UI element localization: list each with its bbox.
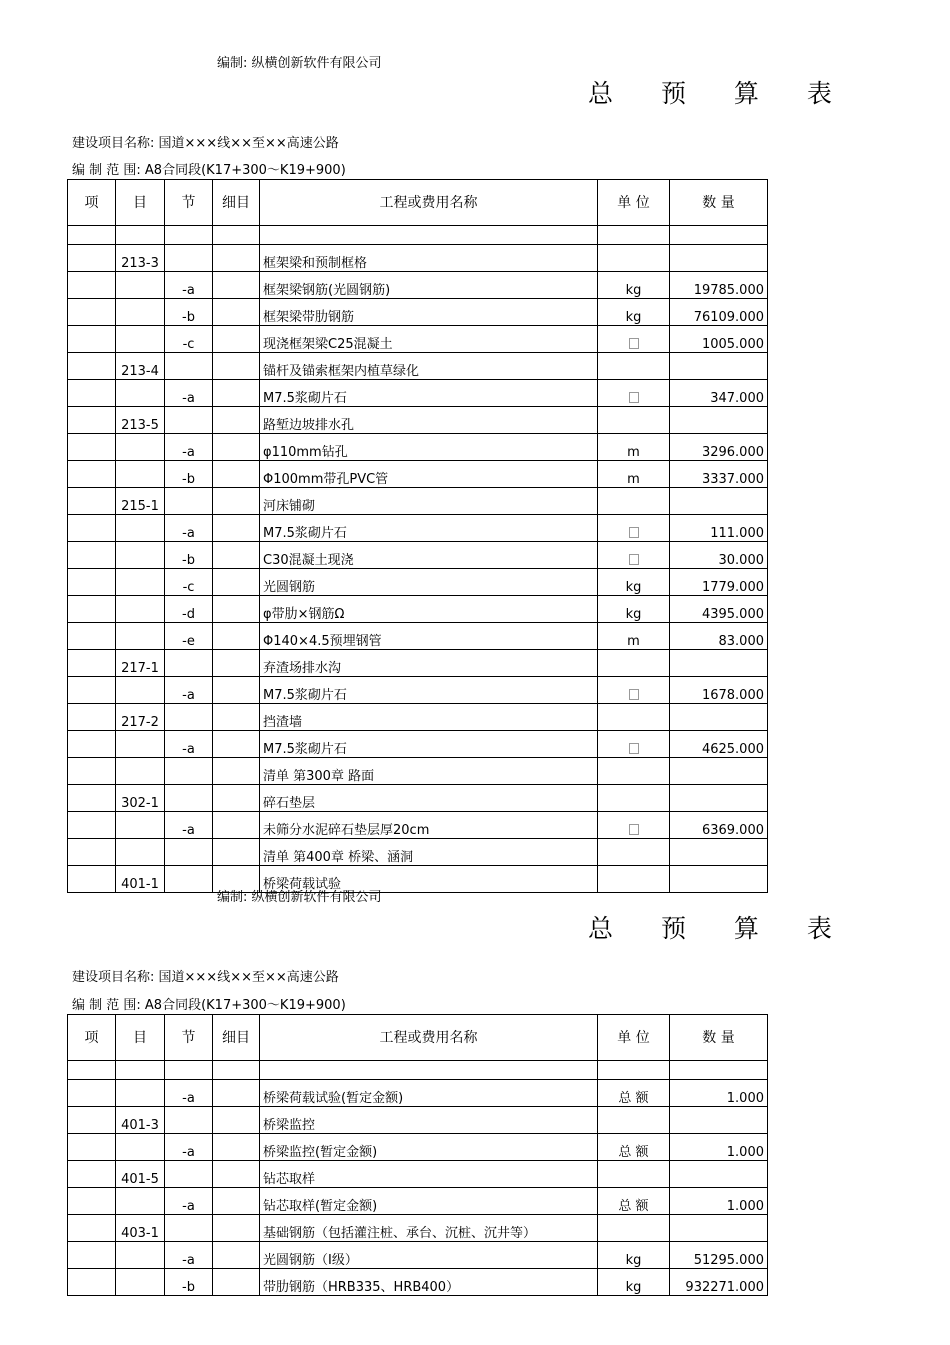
cell-mu: 401-3 [116,1107,165,1134]
column-header-unit: 单 位 [598,180,670,226]
cell-jie [165,704,213,731]
table-row [68,1188,768,1215]
cell-xiang [68,731,116,758]
table-row [68,461,768,488]
cell-name: C30混凝土现浇 [260,542,598,569]
budget-table [67,179,768,893]
cell-ximu [213,785,260,812]
cell-mu [116,272,165,299]
column-header-unit: 单 位 [598,1015,670,1061]
table-row [68,758,768,785]
budget-table [67,1014,768,1296]
cell-qty [670,785,768,812]
cell-name: 挡渣墙 [260,704,598,731]
cell-xiang [68,407,116,434]
cell-unit: 总 额 [598,1134,670,1161]
cell-mu [116,1080,165,1107]
cell-qty: 6369.000 [670,812,768,839]
cell-qty: 3296.000 [670,434,768,461]
cell-mu: 401-1 [116,866,165,893]
cell-ximu [213,1269,260,1296]
cell-mu [116,299,165,326]
cell-unit: m [598,434,670,461]
cell-mu: 213-3 [116,245,165,272]
cell-unit [598,785,670,812]
cell-unit [598,704,670,731]
unit-placeholder-icon [629,824,639,835]
cell-mu: 213-4 [116,353,165,380]
cell-unit [598,866,670,893]
cell-xiang [68,1080,116,1107]
cell-name: 钻芯取样 [260,1161,598,1188]
cell-qty [670,1161,768,1188]
cell-qty [670,1215,768,1242]
cell-unit: kg [598,1269,670,1296]
compiler-label: 编制: 纵横创新软件有限公司 [217,890,382,905]
column-header-jie: 节 [165,1015,213,1061]
cell-qty: 76109.000 [670,299,768,326]
project-name: 建设项目名称: 国道×××线××至××高速公路 [72,136,339,151]
cell-name: 钻芯取样(暂定金额) [260,1188,598,1215]
cell-qty: 4395.000 [670,596,768,623]
cell-ximu [213,839,260,866]
cell-unit: 总 额 [598,1188,670,1215]
table-row [68,488,768,515]
cell-ximu [213,407,260,434]
cell-name: Φ100mm带孔PVC管 [260,461,598,488]
cell-name: 未筛分水泥碎石垫层厚20cm [260,812,598,839]
cell-qty [670,353,768,380]
cell-unit [598,380,670,407]
table-row [68,677,768,704]
cell-xiang [68,245,116,272]
cell-jie [165,839,213,866]
compile-scope: 编 制 范 围: A8合同段(K17+300～K19+900) [72,998,346,1013]
table-row [68,380,768,407]
cell-xiang [68,515,116,542]
table-row [68,1107,768,1134]
unit-placeholder-icon [629,554,639,565]
table-row [68,245,768,272]
cell-xiang [68,1161,116,1188]
project-name: 建设项目名称: 国道×××线××至××高速公路 [72,970,339,985]
cell-mu: 217-2 [116,704,165,731]
cell-mu [116,812,165,839]
cell-unit [598,731,670,758]
compile-scope: 编 制 范 围: A8合同段(K17+300～K19+900) [72,163,346,178]
cell-qty [670,704,768,731]
cell-name: 带肋钢筋（HRB335、HRB400） [260,1269,598,1296]
cell-mu [116,1134,165,1161]
table-row [68,1134,768,1161]
table-row [68,1242,768,1269]
cell-ximu [213,461,260,488]
cell-name: 桥梁监控 [260,1107,598,1134]
table-row [68,326,768,353]
cell-unit [598,677,670,704]
table-row [68,1215,768,1242]
cell-unit: kg [598,596,670,623]
cell-ximu [213,515,260,542]
cell-ximu [213,353,260,380]
table-row [68,299,768,326]
table-spacer-row [68,226,768,245]
cell-jie [165,1107,213,1134]
cell-xiang [68,623,116,650]
cell-ximu [213,623,260,650]
page-title: 总 预 算 表 [588,79,852,108]
table-row [68,704,768,731]
cell-ximu [213,1161,260,1188]
cell-unit: kg [598,1242,670,1269]
cell-qty: 19785.000 [670,272,768,299]
cell-jie [165,407,213,434]
unit-placeholder-icon [629,527,639,538]
cell-qty: 1.000 [670,1134,768,1161]
cell-unit: 总 额 [598,1080,670,1107]
cell-qty: 347.000 [670,380,768,407]
cell-jie: -b [165,461,213,488]
cell-xiang [68,434,116,461]
cell-unit [598,839,670,866]
cell-name: 路堑边坡排水孔 [260,407,598,434]
cell-jie: -a [165,812,213,839]
cell-mu [116,677,165,704]
unit-placeholder-icon [629,392,639,403]
column-header-name: 工程或费用名称 [260,180,598,226]
cell-mu: 302-1 [116,785,165,812]
table-header-row [68,1015,768,1061]
compiler-label: 编制: 纵横创新软件有限公司 [217,56,382,71]
cell-unit: kg [598,569,670,596]
cell-ximu [213,596,260,623]
cell-qty: 30.000 [670,542,768,569]
cell-jie: -a [165,1188,213,1215]
cell-qty: 1005.000 [670,326,768,353]
cell-unit [598,245,670,272]
cell-xiang [68,596,116,623]
cell-ximu [213,569,260,596]
cell-jie [165,1215,213,1242]
cell-unit [598,407,670,434]
cell-jie: -a [165,380,213,407]
cell-qty [670,866,768,893]
cell-mu [116,542,165,569]
cell-mu [116,1188,165,1215]
table-row [68,1161,768,1188]
cell-unit: m [598,623,670,650]
table-row [68,407,768,434]
cell-mu [116,731,165,758]
column-header-xiang: 项 [68,180,116,226]
table-row [68,785,768,812]
cell-xiang [68,569,116,596]
table-row [68,866,768,893]
cell-jie: -b [165,542,213,569]
cell-name: 弃渣场排水沟 [260,650,598,677]
cell-unit [598,326,670,353]
cell-ximu [213,488,260,515]
cell-xiang [68,272,116,299]
cell-name: 锚杆及锚索框架内植草绿化 [260,353,598,380]
cell-unit [598,1107,670,1134]
cell-qty [670,488,768,515]
cell-ximu [213,731,260,758]
table-spacer-row [68,1061,768,1080]
cell-xiang [68,1242,116,1269]
cell-xiang [68,758,116,785]
table-row [68,1269,768,1296]
page-title: 总 预 算 表 [588,914,852,943]
table-row [68,812,768,839]
cell-name: 碎石垫层 [260,785,598,812]
cell-jie: -a [165,1080,213,1107]
table-row [68,1080,768,1107]
column-header-xiang: 项 [68,1015,116,1061]
cell-qty: 1678.000 [670,677,768,704]
cell-xiang [68,1107,116,1134]
cell-unit [598,1215,670,1242]
cell-xiang [68,1215,116,1242]
cell-jie [165,758,213,785]
table-row [68,839,768,866]
cell-mu [116,515,165,542]
cell-name: 清单 第300章 路面 [260,758,598,785]
cell-xiang [68,650,116,677]
cell-xiang [68,812,116,839]
cell-mu [116,839,165,866]
cell-xiang [68,1269,116,1296]
cell-name: M7.5浆砌片石 [260,677,598,704]
cell-ximu [213,1215,260,1242]
cell-xiang [68,461,116,488]
cell-ximu [213,542,260,569]
table-header-row [68,180,768,226]
cell-unit [598,1161,670,1188]
cell-jie [165,785,213,812]
cell-jie: -b [165,299,213,326]
cell-name: 基础钢筋（包括灌注桩、承台、沉桩、沉井等） [260,1215,598,1242]
cell-name: 框架梁钢筋(光圆钢筋) [260,272,598,299]
cell-qty [670,407,768,434]
cell-name: 框架梁和预制框格 [260,245,598,272]
column-header-ximu: 细目 [213,180,260,226]
column-header-jie: 节 [165,180,213,226]
cell-ximu [213,1134,260,1161]
table-row [68,434,768,461]
cell-qty: 3337.000 [670,461,768,488]
cell-ximu [213,1188,260,1215]
cell-mu [116,1242,165,1269]
cell-jie: -d [165,596,213,623]
cell-mu [116,380,165,407]
cell-mu [116,461,165,488]
cell-ximu [213,380,260,407]
cell-mu: 401-5 [116,1161,165,1188]
cell-jie [165,488,213,515]
cell-ximu [213,245,260,272]
cell-unit [598,650,670,677]
cell-name: 河床铺砌 [260,488,598,515]
cell-qty: 4625.000 [670,731,768,758]
cell-xiang [68,1188,116,1215]
cell-xiang [68,866,116,893]
cell-xiang [68,839,116,866]
cell-qty: 1.000 [670,1188,768,1215]
cell-qty [670,839,768,866]
cell-name: Φ140×4.5预埋钢管 [260,623,598,650]
cell-xiang [68,677,116,704]
cell-mu [116,434,165,461]
cell-jie: -c [165,569,213,596]
table-row [68,272,768,299]
table-row [68,542,768,569]
cell-ximu [213,677,260,704]
cell-name: M7.5浆砌片石 [260,731,598,758]
cell-xiang [68,380,116,407]
table-row [68,353,768,380]
cell-qty: 932271.000 [670,1269,768,1296]
cell-jie [165,1161,213,1188]
unit-placeholder-icon [629,743,639,754]
cell-mu [116,623,165,650]
cell-qty: 51295.000 [670,1242,768,1269]
cell-jie: -b [165,1269,213,1296]
cell-ximu [213,272,260,299]
cell-mu [116,569,165,596]
cell-unit [598,758,670,785]
cell-name: φ110mm钻孔 [260,434,598,461]
column-header-name: 工程或费用名称 [260,1015,598,1061]
cell-ximu [213,1242,260,1269]
cell-name: 现浇框架梁C25混凝土 [260,326,598,353]
cell-ximu [213,704,260,731]
cell-mu [116,326,165,353]
cell-name: M7.5浆砌片石 [260,515,598,542]
cell-ximu [213,326,260,353]
cell-name: 光圆钢筋 [260,569,598,596]
cell-name: φ带肋×钢筋Ω [260,596,598,623]
table-row [68,650,768,677]
cell-ximu [213,434,260,461]
unit-placeholder-icon [629,338,639,349]
cell-ximu [213,299,260,326]
cell-unit [598,488,670,515]
table-row [68,623,768,650]
cell-jie: -a [165,434,213,461]
cell-mu: 217-1 [116,650,165,677]
cell-ximu [213,650,260,677]
cell-jie [165,866,213,893]
cell-name: 桥梁荷载试验 [260,866,598,893]
cell-name: 清单 第400章 桥梁、涵洞 [260,839,598,866]
cell-unit [598,353,670,380]
cell-qty: 1.000 [670,1080,768,1107]
cell-jie: -a [165,677,213,704]
cell-mu [116,596,165,623]
cell-name: 框架梁带肋钢筋 [260,299,598,326]
cell-mu: 215-1 [116,488,165,515]
cell-ximu [213,812,260,839]
cell-xiang [68,542,116,569]
cell-xiang [68,704,116,731]
cell-qty: 83.000 [670,623,768,650]
cell-jie: -a [165,1134,213,1161]
column-header-mu: 目 [116,180,165,226]
cell-qty: 111.000 [670,515,768,542]
cell-name: 光圆钢筋（Ⅰ级） [260,1242,598,1269]
cell-qty [670,1107,768,1134]
table-row [68,596,768,623]
cell-jie [165,245,213,272]
cell-ximu [213,758,260,785]
cell-jie: -e [165,623,213,650]
cell-mu: 213-5 [116,407,165,434]
cell-xiang [68,353,116,380]
cell-xiang [68,1134,116,1161]
cell-name: 桥梁荷载试验(暂定金额) [260,1080,598,1107]
cell-unit [598,812,670,839]
cell-xiang [68,326,116,353]
cell-jie [165,353,213,380]
cell-jie: -a [165,1242,213,1269]
cell-xiang [68,488,116,515]
cell-qty [670,245,768,272]
cell-mu [116,758,165,785]
cell-ximu [213,1107,260,1134]
cell-unit [598,542,670,569]
cell-jie [165,650,213,677]
cell-name: 桥梁监控(暂定金额) [260,1134,598,1161]
cell-jie: -c [165,326,213,353]
column-header-ximu: 细目 [213,1015,260,1061]
cell-mu: 403-1 [116,1215,165,1242]
cell-xiang [68,299,116,326]
cell-unit: kg [598,272,670,299]
cell-xiang [68,785,116,812]
table-row [68,731,768,758]
cell-jie: -a [165,515,213,542]
cell-qty: 1779.000 [670,569,768,596]
cell-unit: m [598,461,670,488]
cell-qty [670,758,768,785]
cell-unit: kg [598,299,670,326]
cell-qty [670,650,768,677]
cell-name: M7.5浆砌片石 [260,380,598,407]
cell-unit [598,515,670,542]
cell-jie: -a [165,731,213,758]
column-header-mu: 目 [116,1015,165,1061]
cell-jie: -a [165,272,213,299]
column-header-qty: 数 量 [670,180,768,226]
cell-mu [116,1269,165,1296]
column-header-qty: 数 量 [670,1015,768,1061]
cell-ximu [213,1080,260,1107]
table-row [68,569,768,596]
table-row [68,515,768,542]
unit-placeholder-icon [629,689,639,700]
